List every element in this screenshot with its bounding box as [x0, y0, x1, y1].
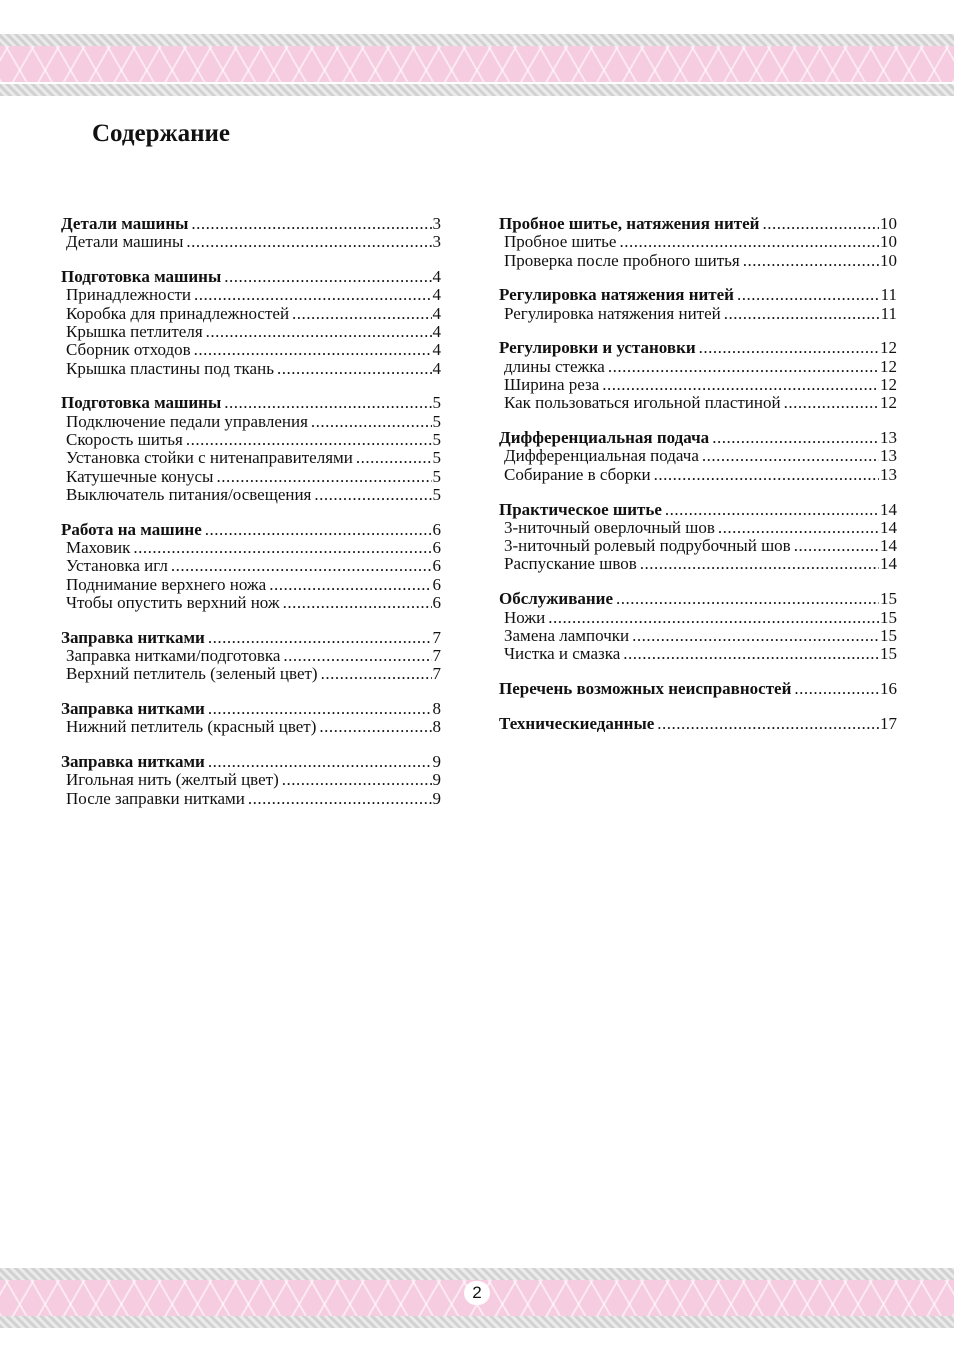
dot-leader [282, 771, 432, 789]
stitch-stripe [0, 34, 954, 46]
toc-entry-label: 3-ниточный оверлочный шов [504, 517, 715, 537]
dot-leader [657, 715, 879, 733]
dot-leader [743, 252, 879, 270]
toc-section [499, 715, 897, 733]
toc-entry-label: Проверка после пробного шитья [504, 250, 740, 270]
toc-entry-label: Регулировка натяжения нитей [499, 285, 734, 305]
toc-entry-page: 13 [880, 428, 897, 448]
toc-entry-page: 7 [432, 645, 441, 665]
toc-entry-label: Заправка нитками/подготовка [66, 645, 281, 665]
toc-entry-page: 5 [432, 411, 441, 431]
toc-column-left [61, 215, 441, 825]
toc-entry [61, 468, 441, 486]
toc-entry [61, 557, 441, 575]
dot-leader [224, 394, 431, 412]
toc-entry-page: 7 [432, 627, 441, 647]
toc-entry-page: 6 [432, 519, 441, 539]
dot-leader [311, 413, 432, 431]
toc-entry [499, 233, 897, 251]
toc-entry-label: Сборник отходов [66, 340, 191, 360]
dot-leader [292, 305, 431, 323]
toc-entry-label: 3-ниточный ролевый подрубочный шов [504, 536, 791, 556]
toc-entry-page: 6 [432, 556, 441, 576]
toc-entry-page: 16 [880, 678, 897, 698]
toc-entry-page: 9 [432, 788, 441, 808]
dot-leader [640, 555, 879, 573]
dot-leader [248, 790, 432, 808]
page-title: Содержание [92, 120, 231, 147]
toc-entry-page: 12 [880, 338, 897, 358]
toc-entry-page: 15 [880, 589, 897, 609]
toc-heading [499, 286, 897, 304]
toc-entry-page: 3 [432, 214, 441, 233]
dot-leader [616, 590, 879, 608]
toc-section [499, 339, 897, 412]
toc-entry-page: 14 [880, 554, 897, 574]
toc-section [61, 268, 441, 378]
toc-entry-label: Ширина реза [504, 375, 600, 395]
dot-leader [548, 609, 879, 627]
toc-heading [499, 339, 897, 357]
toc-heading [499, 215, 897, 233]
toc-entry-page: 4 [432, 358, 441, 378]
dot-leader [784, 394, 879, 412]
toc-entry-page: 15 [880, 607, 897, 627]
toc-entry [61, 413, 441, 431]
toc-entry-label: Заправка нитками [61, 699, 205, 719]
dot-leader [702, 447, 879, 465]
dot-leader [762, 215, 879, 233]
toc-entry [61, 594, 441, 612]
toc-entry-label: Маховик [66, 537, 131, 557]
toc-entry-page: 4 [432, 303, 441, 323]
stitch-stripe [0, 1316, 954, 1328]
dot-leader [208, 629, 432, 647]
toc-entry [61, 665, 441, 683]
toc-entry-label: Техническиеданные [499, 713, 655, 733]
dot-leader [602, 376, 879, 394]
stitch-stripe [0, 84, 954, 96]
toc-entry-page: 6 [432, 574, 441, 594]
dot-leader [269, 576, 431, 594]
dot-leader [665, 501, 879, 519]
toc-section [61, 700, 441, 737]
toc-entry-label: Перечень возможных неисправностей [499, 678, 792, 698]
toc-section [499, 590, 897, 663]
toc-entry-page: 14 [880, 536, 897, 556]
pink-pattern-stripe [0, 46, 954, 82]
toc-entry-label: Пробное шитье [504, 232, 617, 252]
toc-heading [61, 753, 441, 771]
decorative-band-top [0, 34, 954, 96]
toc-entry-page: 7 [432, 664, 441, 684]
toc-entry-label: Работа на машине [61, 519, 202, 539]
toc-entry-label: Как пользоваться игольной пластиной [504, 393, 781, 413]
toc-entry-page: 5 [432, 393, 441, 413]
toc-entry-label: длины стежка [504, 356, 605, 376]
toc-section [499, 680, 897, 698]
toc-entry-page: 6 [432, 592, 441, 612]
toc-entry-label: Дифференциальная подача [499, 428, 710, 448]
toc-entry-label: Регулировки и установки [499, 338, 696, 358]
dot-leader [319, 718, 431, 736]
toc-entry-label: Установка стойки с нитенаправителями [66, 448, 353, 468]
toc-entry [61, 360, 441, 378]
toc-entry [499, 645, 897, 663]
toc-entry [61, 233, 441, 251]
dot-leader [321, 665, 432, 683]
toc-heading [61, 215, 441, 233]
dot-leader [208, 700, 432, 718]
dot-leader [208, 753, 432, 771]
dot-leader [283, 647, 431, 665]
toc-heading [61, 629, 441, 647]
dot-leader [186, 233, 431, 251]
toc-entry-page: 4 [432, 285, 441, 305]
dot-leader [794, 537, 879, 555]
toc-entry-page: 8 [432, 699, 441, 719]
toc-entry-label: Детали машины [66, 232, 184, 252]
toc-heading [61, 394, 441, 412]
toc-entry-label: Ножи [504, 607, 546, 627]
toc-entry-page: 4 [432, 340, 441, 360]
toc-section [499, 215, 897, 270]
toc-entry-label: Установка игл [66, 556, 168, 576]
toc-entry-page: 14 [880, 517, 897, 537]
dot-leader [712, 429, 879, 447]
toc-heading [499, 429, 897, 447]
toc-entry-page: 9 [432, 770, 441, 790]
toc-section [61, 629, 441, 684]
page-number: 2 [464, 1281, 490, 1305]
dot-leader [654, 466, 879, 484]
toc-heading [499, 715, 897, 733]
toc-heading [499, 501, 897, 519]
toc-entry-page: 9 [432, 752, 441, 772]
toc-entry-page: 4 [432, 267, 441, 287]
toc-entry-label: После заправки нитками [66, 788, 245, 808]
toc-entry-label: Поднимание верхнего ножа [66, 574, 267, 594]
toc-entry-page: 15 [880, 625, 897, 645]
dot-leader [171, 557, 432, 575]
toc-entry [61, 323, 441, 341]
toc-entry [499, 609, 897, 627]
dot-leader [186, 431, 432, 449]
toc-entry-label: Верхний петлитель (зеленый цвет) [66, 664, 318, 684]
toc-section [61, 521, 441, 612]
toc-entry-page: 14 [880, 499, 897, 519]
dot-leader [619, 233, 879, 251]
toc-entry-page: 4 [432, 321, 441, 341]
toc-entry-label: Принадлежности [66, 285, 192, 305]
toc-entry-page: 12 [880, 375, 897, 395]
toc-entry [499, 305, 897, 323]
toc-entry-page: 10 [880, 250, 897, 270]
toc-section [499, 501, 897, 574]
toc-entry [499, 394, 897, 412]
toc-entry-label: Заправка нитками [61, 752, 205, 772]
toc-section [61, 215, 441, 252]
toc-entry-label: Пробное шитье, натяжения нитей [499, 214, 760, 233]
toc-entry-label: Подготовка машины [61, 393, 222, 413]
dot-leader [205, 521, 432, 539]
toc-entry [499, 627, 897, 645]
toc-section [61, 394, 441, 504]
toc-entry [499, 376, 897, 394]
toc-entry-label: Подготовка машины [61, 267, 222, 287]
toc-entry-label: Подключение педали управления [66, 411, 308, 431]
toc-entry-label: Собирание в сборки [504, 464, 651, 484]
dot-leader [206, 323, 432, 341]
toc-entry-page: 13 [880, 446, 897, 466]
toc-entry-page: 11 [880, 285, 897, 305]
toc-entry [61, 341, 441, 359]
toc-heading [61, 268, 441, 286]
dot-leader [133, 539, 431, 557]
toc-heading [499, 680, 897, 698]
toc-entry [61, 718, 441, 736]
toc-entry-label: Скорость шитья [66, 429, 183, 449]
toc-entry-page: 5 [432, 466, 441, 486]
toc-heading [61, 521, 441, 539]
toc-entry-label: Нижний петлитель (красный цвет) [66, 717, 317, 737]
toc-entry [499, 555, 897, 573]
toc-entry-page: 8 [432, 717, 441, 737]
toc-heading [499, 590, 897, 608]
dot-leader [216, 468, 431, 486]
toc-entry-label: Коробка для принадлежностей [66, 303, 290, 323]
toc-entry-label: Крышка пластины под ткань [66, 358, 274, 378]
dot-leader [191, 215, 431, 233]
toc-entry-page: 5 [432, 429, 441, 449]
toc-entry [61, 790, 441, 808]
toc-entry-label: Катушечные конусы [66, 466, 214, 486]
toc-entry-label: Обслуживание [499, 589, 614, 609]
toc-entry-label: Дифференциальная подача [504, 446, 699, 466]
toc-entry-page: 5 [432, 448, 441, 468]
toc-entry-label: Регулировка натяжения нитей [504, 303, 721, 323]
toc-entry-label: Практическое шитье [499, 499, 662, 519]
dot-leader [194, 286, 431, 304]
toc-entry [61, 539, 441, 557]
toc-entry [61, 576, 441, 594]
toc-entry [61, 647, 441, 665]
toc-entry [61, 305, 441, 323]
toc-entry-label: Чтобы опустить верхний нож [66, 592, 280, 612]
dot-leader [794, 680, 879, 698]
toc-entry [61, 449, 441, 467]
toc-entry-page: 6 [432, 537, 441, 557]
toc-entry-page: 12 [880, 393, 897, 413]
toc-entry [499, 519, 897, 537]
toc-entry [499, 358, 897, 376]
toc-entry-page: 10 [880, 214, 897, 233]
toc-entry-label: Замена лампочки [504, 625, 630, 645]
toc-section [499, 429, 897, 484]
toc-entry-label: Выключатель питания/освещения [66, 484, 312, 504]
toc-entry [499, 252, 897, 270]
toc-entry-label: Распускание швов [504, 554, 637, 574]
dot-leader [699, 339, 879, 357]
dot-leader [224, 268, 431, 286]
toc-entry [499, 537, 897, 555]
toc-entry [499, 447, 897, 465]
dot-leader [632, 627, 879, 645]
toc-entry-page: 17 [880, 713, 897, 733]
toc-entry-page: 13 [880, 464, 897, 484]
stitch-stripe [0, 1268, 954, 1280]
dot-leader [608, 358, 879, 376]
toc-entry [61, 431, 441, 449]
toc-entry [61, 286, 441, 304]
dot-leader [194, 341, 432, 359]
toc-section [499, 286, 897, 323]
toc-section [61, 753, 441, 808]
toc-entry-page: 10 [880, 232, 897, 252]
toc-column-right [499, 215, 897, 750]
toc-entry-label: Детали машины [61, 214, 189, 233]
dot-leader [277, 360, 432, 378]
dot-leader [724, 305, 880, 323]
toc-entry-page: 12 [880, 356, 897, 376]
dot-leader [737, 286, 880, 304]
toc-entry-page: 5 [432, 484, 441, 504]
toc-entry-label: Игольная нить (желтый цвет) [66, 770, 279, 790]
toc-entry-label: Чистка и смазка [504, 644, 621, 664]
toc-entry-page: 11 [880, 303, 897, 323]
dot-leader [623, 645, 879, 663]
toc-entry [61, 486, 441, 504]
dot-leader [283, 594, 432, 612]
toc-entry-page: 15 [880, 644, 897, 664]
dot-leader [356, 449, 432, 467]
toc-entry-page: 3 [432, 232, 441, 252]
toc-entry-label: Крышка петлителя [66, 321, 203, 341]
toc-entry-label: Заправка нитками [61, 627, 205, 647]
dot-leader [314, 486, 431, 504]
dot-leader [718, 519, 879, 537]
toc-entry [499, 466, 897, 484]
toc-entry [61, 771, 441, 789]
toc-heading [61, 700, 441, 718]
